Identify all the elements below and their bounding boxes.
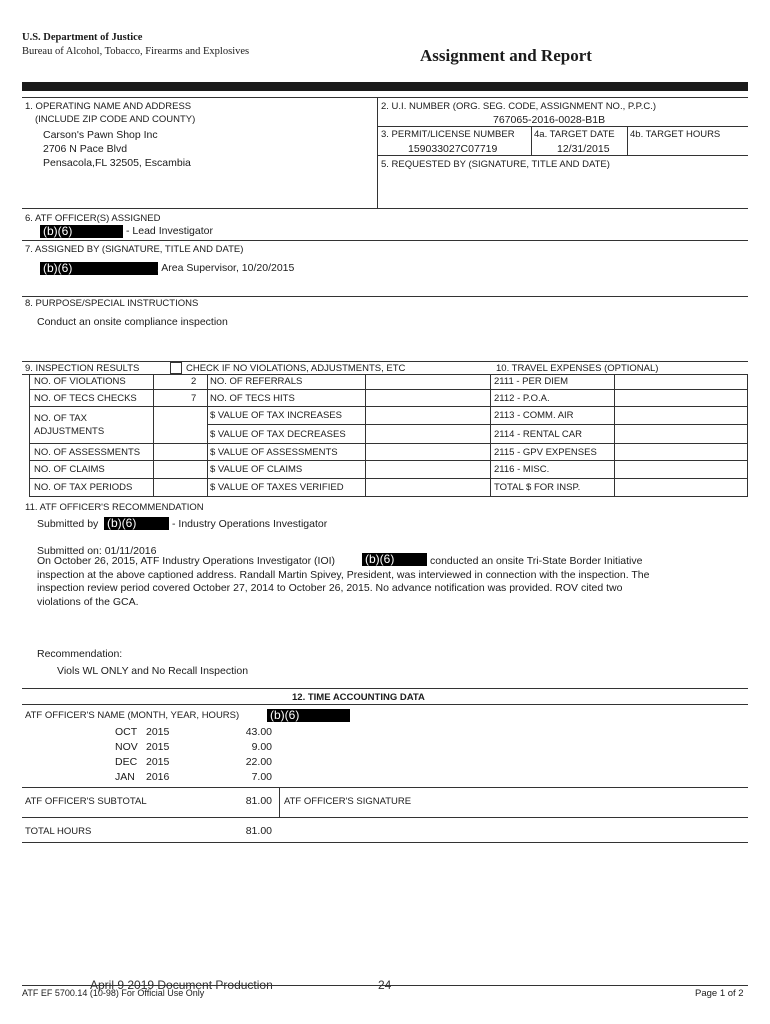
time-row-hours: 22.00 [245,756,272,768]
submitted-by-role: - Industry Operations Investigator [172,518,328,530]
header-thick-rule [22,82,748,91]
tecs-checks-label: NO. OF TECS CHECKS [34,393,137,404]
target-hours-label: 4b. TARGET HOURS [630,129,721,140]
production-stamp: April 9 2019 Document Production [90,978,273,992]
narrative-line2: inspection at the above captioned address. Randall Martin Spivey, President, was interviewed in connection with the inspection. The [37,569,650,581]
tecs-checks-value: 7 [191,393,197,404]
comm-air-label: 2113 - COMM. AIR [494,410,574,421]
total-hours-label: TOTAL HOURS [25,826,92,837]
time-row-month: OCT [115,726,138,738]
inspection-results-label: 9. INSPECTION RESULTS [25,363,140,374]
purpose-value: Conduct an onsite compliance inspection [37,316,228,328]
claims-label: NO. OF CLAIMS [34,464,105,475]
violations-value: 2 [191,376,197,387]
bureau-name: Bureau of Alcohol, Tobacco, Firearms and Explosives [22,46,250,57]
page-number: Page 1 of 2 [695,988,744,999]
operating-name-label-2: (INCLUDE ZIP CODE AND COUNTY) [35,114,196,125]
no-violations-checkbox[interactable] [170,362,182,374]
subtotal-value: 81.00 [245,795,272,807]
target-date-label: 4a. TARGET DATE [534,129,615,140]
time-officer-redaction: (b)(6) [267,709,350,722]
per-diem-label: 2111 - PER DIEM [494,376,569,387]
signature-label: ATF OFFICER'S SIGNATURE [284,796,412,807]
tax-increases-label: $ VALUE OF TAX INCREASES [210,410,342,421]
form-id: ATF EF 5700.14 (10-98) For Official Use Only [22,988,205,998]
ui-number-value: 767065-2016-0028-B1B [493,114,606,126]
tax-decreases-label: $ VALUE OF TAX DECREASES [210,429,346,440]
ioi-redaction: (b)(6) [362,553,427,566]
subtotal-label: ATF OFFICER'S SUBTOTAL [25,796,147,807]
submitted-by-label: Submitted by [37,518,99,530]
time-row-year: 2015 [146,726,170,738]
operating-name-label: 1. OPERATING NAME AND ADDRESS [25,101,192,112]
business-street: 2706 N Pace Blvd [43,143,128,155]
agency-name: U.S. Department of Justice [22,32,143,43]
tax-adjustments-label: NO. OF TAX [34,413,87,424]
misc-label: 2116 - MISC. [494,464,550,475]
taxes-verified-label: $ VALUE OF TAXES VERIFIED [210,482,344,493]
time-row-month: DEC [115,756,138,768]
narrative-line3: inspection review period covered October 27, 2014 to October 26, 2015. No advance notification was provided. ROV cited two [37,582,623,594]
ui-number-label: 2. U.I. NUMBER (ORG. SEG. CODE, ASSIGNMENT NO., P.P.C.) [381,101,657,112]
officer-redaction: (b)(6) [40,225,123,238]
officer-name-label: ATF OFFICER'S NAME (MONTH, YEAR, HOURS) [25,710,240,721]
assigned-by-label: 7. ASSIGNED BY (SIGNATURE, TITLE AND DATE) [25,244,244,255]
officer-role: - Lead Investigator [126,225,213,237]
permit-label: 3. PERMIT/LICENSE NUMBER [381,129,515,140]
total-hours-value: 81.00 [245,825,272,837]
poa-label: 2112 - P.O.A. [494,393,550,404]
violations-label: NO. OF VIOLATIONS [34,376,126,387]
permit-value: 159033027C07719 [408,143,498,155]
time-row-hours: 43.00 [245,726,272,738]
submitted-on: Submitted on: 01/11/2016 [37,545,157,557]
assessments-label: NO. OF ASSESSMENTS [34,447,141,458]
tax-adjustments-label-2: ADJUSTMENTS [34,426,105,437]
time-row-month: JAN [115,771,135,783]
time-row-hours: 9.00 [251,741,272,753]
time-row-hours: 7.00 [251,771,272,783]
total-insp-label: TOTAL $ FOR INSP. [494,482,581,493]
recommendation-label: Recommendation: [37,648,123,660]
assigned-by-value: , Area Supervisor, 10/20/2015 [156,262,295,274]
travel-expenses-label: 10. TRAVEL EXPENSES (OPTIONAL) [496,363,659,374]
requested-by-label: 5. REQUESTED BY (SIGNATURE, TITLE AND DATE) [381,159,610,170]
claims-value-label: $ VALUE OF CLAIMS [210,464,303,475]
narrative-line1-a: On October 26, 2015, ATF Industry Operations Investigator (IOI) [37,555,336,567]
referrals-label: NO. OF REFERRALS [210,376,303,387]
gpv-expenses-label: 2115 - GPV EXPENSES [494,447,597,458]
bates-number: 24 [378,978,392,992]
tecs-hits-label: NO. OF TECS HITS [210,393,295,404]
time-row-year: 2015 [146,741,170,753]
recommendation-value: Viols WL ONLY and No Recall Inspection [57,665,249,677]
target-date-value: 12/31/2015 [557,143,610,155]
purpose-label: 8. PURPOSE/SPECIAL INSTRUCTIONS [25,298,199,309]
form-title: Assignment and Report [420,46,592,65]
time-row-month: NOV [115,741,138,753]
rental-car-label: 2114 - RENTAL CAR [494,429,582,440]
officers-assigned-label: 6. ATF OFFICER(S) ASSIGNED [25,213,161,224]
narrative-line1-b: conducted an onsite Tri-State Border Initiative [430,555,643,567]
time-accounting-title: 12. TIME ACCOUNTING DATA [292,692,425,703]
business-name: Carson's Pawn Shop Inc [43,129,158,141]
submitter-redaction: (b)(6) [104,517,169,530]
business-city: Pensacola,FL 32505, Escambia [43,157,191,169]
tax-periods-label: NO. OF TAX PERIODS [34,482,133,493]
assessments-value-label: $ VALUE OF ASSESSMENTS [210,447,338,458]
time-row-year: 2015 [146,756,170,768]
time-row-year: 2016 [146,771,170,783]
narrative-line4: violations of the GCA. [37,596,139,608]
recommendation-section-label: 11. ATF OFFICER'S RECOMMENDATION [25,502,204,513]
supervisor-redaction: (b)(6) [40,262,158,275]
no-violations-check-label: CHECK IF NO VIOLATIONS, ADJUSTMENTS, ETC [186,363,406,374]
